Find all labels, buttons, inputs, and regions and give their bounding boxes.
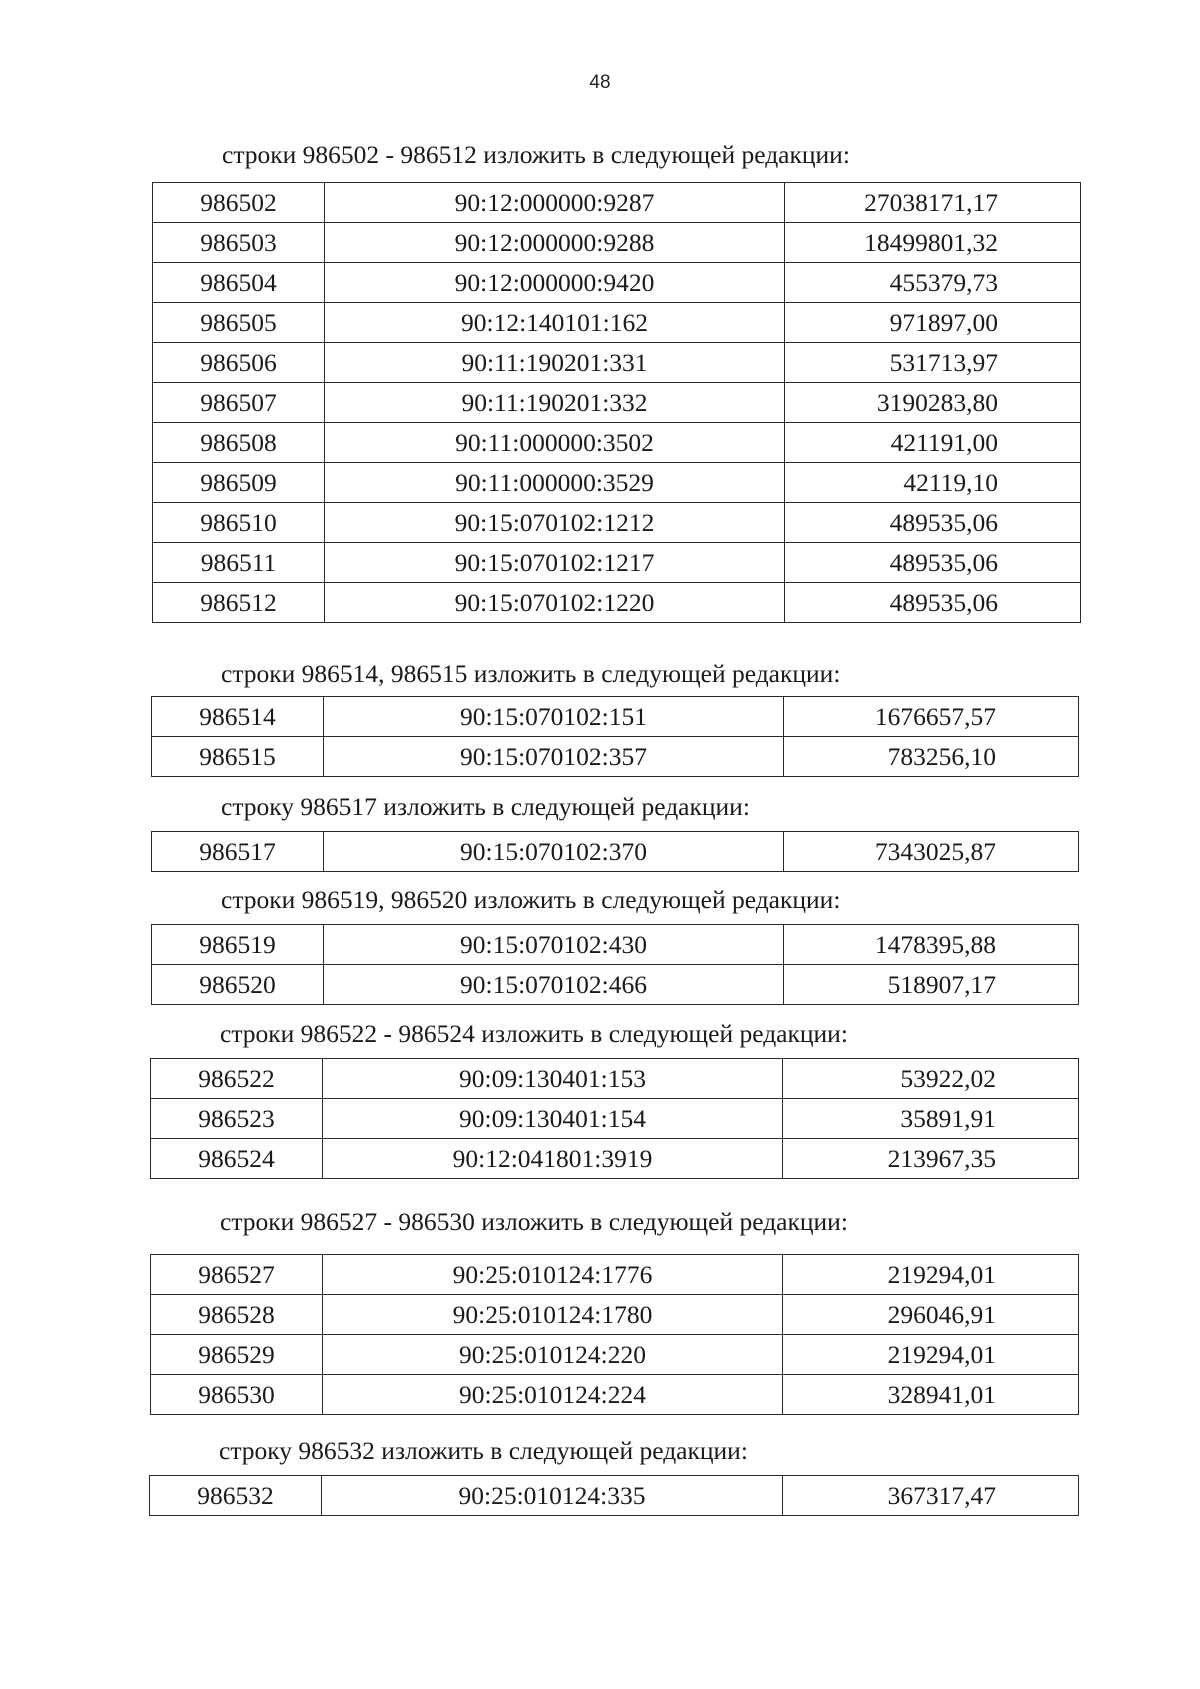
amendment-table [151, 831, 1079, 872]
table-row [153, 223, 1081, 263]
amendment-table [151, 696, 1079, 777]
row-number-cell: 986508 [153, 423, 325, 463]
cadastral-number-cell: 90:25:010124:1776 [323, 1255, 783, 1295]
table-row [151, 1295, 1079, 1335]
table-row [151, 1099, 1079, 1139]
cadastral-number-cell: 90:12:000000:9420 [325, 263, 785, 303]
value-cell: 42119,10 [785, 463, 1081, 503]
value-cell: 455379,73 [785, 263, 1081, 303]
cadastral-number-cell: 90:15:070102:466 [324, 965, 784, 1005]
row-number-cell: 986511 [153, 543, 325, 583]
row-number-cell: 986507 [153, 383, 325, 423]
value-cell: 27038171,17 [785, 183, 1081, 223]
section-heading: строку 986517 изложить в следующей редакции: [221, 792, 750, 821]
value-cell: 328941,01 [783, 1375, 1079, 1415]
table-row [153, 383, 1081, 423]
amendment-section [150, 1019, 1079, 1179]
row-number-cell: 986530 [151, 1375, 323, 1415]
cadastral-number-cell: 90:25:010124:220 [323, 1335, 783, 1375]
table-row [152, 965, 1079, 1005]
row-number-cell: 986505 [153, 303, 325, 343]
row-number-cell: 986532 [150, 1476, 322, 1516]
amendment-table [149, 1475, 1079, 1516]
value-cell: 35891,91 [783, 1099, 1079, 1139]
table-row [151, 1335, 1079, 1375]
table-row [151, 1375, 1079, 1415]
amendment-table [151, 924, 1079, 1005]
value-cell: 971897,00 [785, 303, 1081, 343]
section-heading: строки 986527 - 986530 изложить в следующей редакции: [220, 1207, 848, 1236]
table-row [152, 697, 1079, 737]
row-number-cell: 986512 [153, 583, 325, 623]
table-row [150, 1476, 1079, 1516]
table-row [152, 737, 1079, 777]
value-cell: 531713,97 [785, 343, 1081, 383]
row-number-cell: 986509 [153, 463, 325, 503]
value-cell: 367317,47 [783, 1476, 1079, 1516]
table-row [151, 1255, 1079, 1295]
cadastral-number-cell: 90:11:000000:3502 [325, 423, 785, 463]
table-row [152, 832, 1079, 872]
row-number-cell: 986522 [151, 1059, 323, 1099]
table-row [153, 463, 1081, 503]
value-cell: 1676657,57 [784, 697, 1079, 737]
table-row [153, 263, 1081, 303]
table-row [153, 303, 1081, 343]
value-cell: 489535,06 [785, 543, 1081, 583]
amendment-section [152, 140, 1081, 623]
row-number-cell: 986503 [153, 223, 325, 263]
page-number: 48 [589, 72, 611, 93]
value-cell: 296046,91 [783, 1295, 1079, 1335]
section-heading: строки 986519, 986520 изложить в следующей редакции: [221, 885, 841, 914]
value-cell: 1478395,88 [784, 925, 1079, 965]
cadastral-number-cell: 90:12:000000:9287 [325, 183, 785, 223]
table-row [153, 583, 1081, 623]
row-number-cell: 986529 [151, 1335, 323, 1375]
amendment-table [150, 1058, 1079, 1179]
cadastral-number-cell: 90:15:070102:357 [324, 737, 784, 777]
row-number-cell: 986523 [151, 1099, 323, 1139]
table-row [151, 1059, 1079, 1099]
row-number-cell: 986502 [153, 183, 325, 223]
value-cell: 18499801,32 [785, 223, 1081, 263]
table-row [153, 343, 1081, 383]
cadastral-number-cell: 90:11:190201:331 [325, 343, 785, 383]
row-number-cell: 986514 [152, 697, 324, 737]
cadastral-number-cell: 90:09:130401:154 [323, 1099, 783, 1139]
row-number-cell: 986528 [151, 1295, 323, 1335]
table-row [153, 423, 1081, 463]
cadastral-number-cell: 90:15:070102:1217 [325, 543, 785, 583]
value-cell: 219294,01 [783, 1255, 1079, 1295]
cadastral-number-cell: 90:15:070102:1220 [325, 583, 785, 623]
row-number-cell: 986506 [153, 343, 325, 383]
value-cell: 7343025,87 [784, 832, 1079, 872]
row-number-cell: 986510 [153, 503, 325, 543]
value-cell: 489535,06 [785, 583, 1081, 623]
cadastral-number-cell: 90:25:010124:224 [323, 1375, 783, 1415]
value-cell: 783256,10 [784, 737, 1079, 777]
table-row [153, 543, 1081, 583]
table-row [153, 183, 1081, 223]
amendment-table [150, 1254, 1079, 1415]
section-heading: строки 986514, 986515 изложить в следующей редакции: [221, 659, 841, 688]
amendment-section [150, 1207, 1079, 1415]
cadastral-number-cell: 90:12:140101:162 [325, 303, 785, 343]
cadastral-number-cell: 90:09:130401:153 [323, 1059, 783, 1099]
cadastral-number-cell: 90:25:010124:1780 [323, 1295, 783, 1335]
section-heading: строки 986502 - 986512 изложить в следующей редакции: [222, 140, 850, 169]
value-cell: 489535,06 [785, 503, 1081, 543]
row-number-cell: 986519 [152, 925, 324, 965]
section-heading: строки 986522 - 986524 изложить в следующей редакции: [220, 1019, 848, 1048]
cadastral-number-cell: 90:15:070102:151 [324, 697, 784, 737]
cadastral-number-cell: 90:12:041801:3919 [323, 1139, 783, 1179]
value-cell: 219294,01 [783, 1335, 1079, 1375]
value-cell: 3190283,80 [785, 383, 1081, 423]
cadastral-number-cell: 90:15:070102:1212 [325, 503, 785, 543]
amendment-section [151, 792, 1079, 872]
amendment-table [152, 182, 1081, 623]
value-cell: 53922,02 [783, 1059, 1079, 1099]
cadastral-number-cell: 90:15:070102:430 [324, 925, 784, 965]
cadastral-number-cell: 90:11:190201:332 [325, 383, 785, 423]
cadastral-number-cell: 90:11:000000:3529 [325, 463, 785, 503]
row-number-cell: 986517 [152, 832, 324, 872]
table-row [153, 503, 1081, 543]
value-cell: 518907,17 [784, 965, 1079, 1005]
amendment-section [151, 885, 1079, 1005]
value-cell: 421191,00 [785, 423, 1081, 463]
table-row [152, 925, 1079, 965]
section-heading: строку 986532 изложить в следующей редакции: [219, 1436, 748, 1465]
row-number-cell: 986515 [152, 737, 324, 777]
cadastral-number-cell: 90:12:000000:9288 [325, 223, 785, 263]
row-number-cell: 986520 [152, 965, 324, 1005]
cadastral-number-cell: 90:25:010124:335 [322, 1476, 783, 1516]
amendment-section [149, 1436, 1079, 1516]
row-number-cell: 986524 [151, 1139, 323, 1179]
amendment-section [151, 659, 1079, 777]
row-number-cell: 986504 [153, 263, 325, 303]
cadastral-number-cell: 90:15:070102:370 [324, 832, 784, 872]
row-number-cell: 986527 [151, 1255, 323, 1295]
value-cell: 213967,35 [783, 1139, 1079, 1179]
table-row [151, 1139, 1079, 1179]
